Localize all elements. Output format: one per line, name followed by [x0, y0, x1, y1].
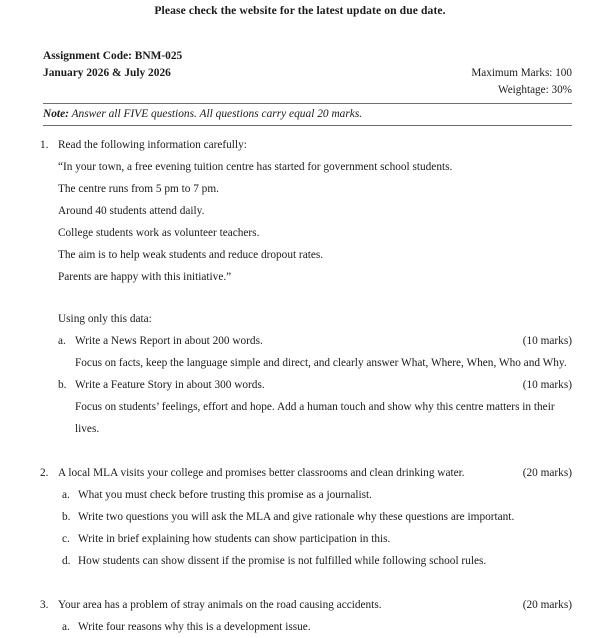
question-2-sub-a	[0, 484, 600, 506]
question-1-sub-b-marks: (10 marks)	[522, 379, 572, 391]
question-2-sub-c	[0, 528, 600, 550]
question-2-sub-b	[0, 506, 600, 528]
question-1-lead-in: Using only this data:	[58, 313, 152, 325]
question-2-text: A local MLA visits your college and promises better classrooms and clean drinking water.	[58, 467, 465, 479]
question-1-sub-b	[0, 374, 600, 396]
question-2-sub-a-marker: a.	[62, 489, 70, 501]
question-1-text: Read the following information carefully:	[58, 139, 247, 151]
question-2-marks: (20 marks)	[522, 467, 572, 479]
question-2-sub-c-marker: c.	[62, 533, 70, 545]
question-3-sub-a-text: Write four reasons why this is a development issue.	[78, 621, 311, 633]
question-1	[0, 134, 600, 440]
question-3	[0, 594, 600, 638]
due-date-notice: Please check the website for the latest update on due date.	[154, 4, 446, 17]
assignment-meta-right	[471, 48, 572, 99]
question-1-sub-b-marker: b.	[58, 379, 67, 391]
question-1-passage-line-4: College students work as volunteer teachers.	[58, 227, 260, 239]
question-1-sub-a-marks: (10 marks)	[522, 335, 572, 347]
assignment-meta-block	[0, 48, 600, 99]
question-gap-1-2	[0, 440, 600, 462]
question-3-marks: (20 marks)	[522, 599, 572, 611]
question-2-number: 2.	[40, 467, 49, 479]
question-3-sub-a	[0, 616, 600, 638]
question-2-head	[0, 462, 600, 484]
question-3-text: Your area has a problem of stray animals on the road causing accidents.	[58, 599, 382, 611]
question-2-sub-b-marker: b.	[62, 511, 71, 523]
note-text: Answer all FIVE questions. All questions carry equal 20 marks.	[71, 108, 363, 120]
question-1-sub-a-continuation: Focus on facts, keep the language simple and direct, and clearly answer What, Where, When, Who and Why.	[75, 357, 567, 369]
question-3-head	[0, 594, 600, 616]
question-1-passage-line-2: The centre runs from 5 pm to 7 pm.	[58, 183, 219, 195]
assignment-session: January 2026 & July 2026	[43, 67, 171, 79]
question-1-sub-a-marker: a.	[58, 335, 66, 347]
weightage: Weightage: 30%	[498, 84, 572, 96]
assignment-code: Assignment Code: BNM-025	[43, 50, 183, 62]
question-2	[0, 462, 600, 572]
question-1-passage-line-3: Around 40 students attend daily.	[58, 205, 205, 217]
question-1-passage-line-6: Parents are happy with this initiative.”	[58, 271, 232, 283]
questions-area	[0, 126, 600, 638]
question-2-sub-d	[0, 550, 600, 572]
question-2-sub-d-text: How students can show dissent if the promise is not fulfilled while following school rules.	[78, 555, 487, 567]
question-2-sub-d-marker: d.	[62, 555, 71, 567]
maximum-marks: Maximum Marks: 100	[471, 67, 572, 79]
question-1-number: 1.	[40, 139, 49, 151]
question-2-sub-b-text: Write two questions you will ask the MLA and give rationale why these questions are important.	[78, 511, 515, 523]
question-1-sub-a	[0, 330, 600, 352]
question-1-passage-line-1: “In your town, a free evening tuition centre has started for government school students.	[58, 161, 453, 173]
question-2-sub-c-text: Write in brief explaining how students can show participation in this.	[78, 533, 391, 545]
question-2-sub-a-text: What you must check before trusting this promise as a journalist.	[78, 489, 372, 501]
note-label: Note:	[43, 108, 69, 120]
note-line	[0, 104, 600, 125]
question-1-head	[0, 134, 600, 156]
question-1-passage-line-5: The aim is to help weak students and reduce dropout rates.	[58, 249, 324, 261]
question-1-sub-a-text: Write a News Report in about 200 words.	[75, 335, 263, 347]
question-gap-2-3	[0, 572, 600, 594]
assignment-meta-left	[43, 48, 182, 82]
question-1-sub-b-continuation: Focus on students’ feelings, effort and hope. Add a human touch and show why this centre matters in their lives.	[75, 401, 555, 435]
question-3-number: 3.	[40, 599, 49, 611]
question-1-sub-b-text: Write a Feature Story in about 300 words.	[75, 379, 265, 391]
question-3-sub-a-marker: a.	[62, 621, 70, 633]
